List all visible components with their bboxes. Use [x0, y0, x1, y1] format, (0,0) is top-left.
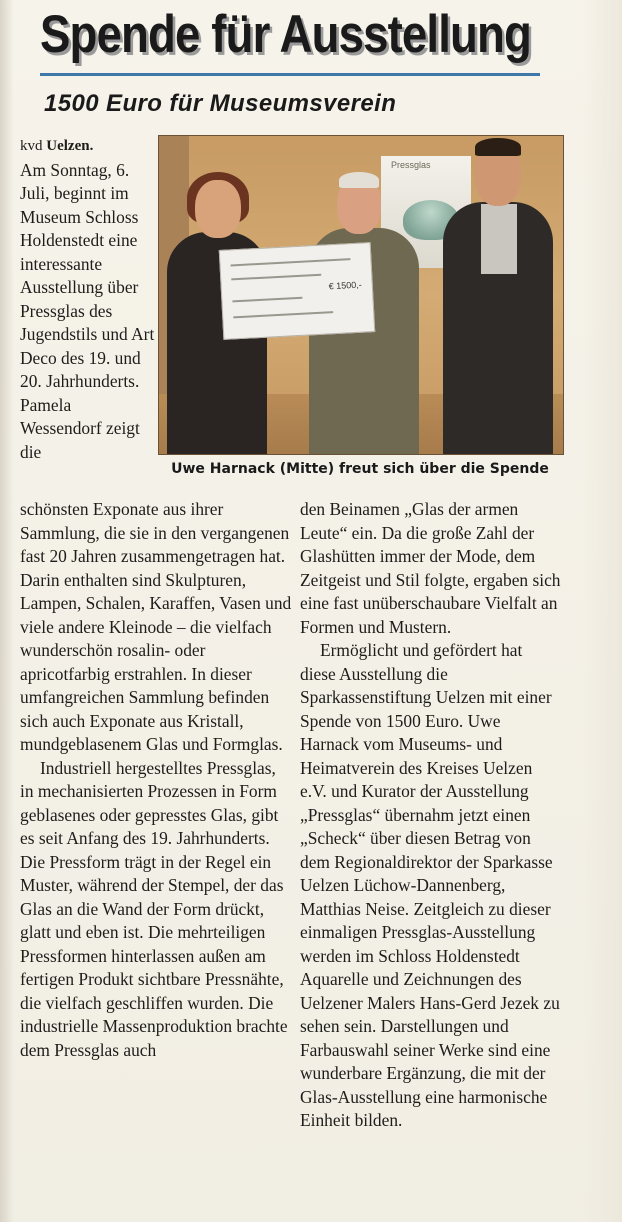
- cheque-line: [233, 311, 333, 318]
- cheque-line: [231, 274, 321, 281]
- left-column-paragraph-1: schönsten Exponate aus ihrer Sammlung, die sie in den vergangenen fast 20 Jahren zusammengetragen hat. Darin enthalten sind Skulpturen, Lampen, Schalen, Karaffen, Vasen und viele andere Kleinode – die vielfach wunderschön rosalin- oder apricotfarbig erstrahlen. In dieser umfangreichen Sammlung befinden sich auch Exponate aus Kristall, mundgeblasenem Glas und Formglas.: [20, 499, 292, 754]
- person-right-shirt: [481, 204, 517, 274]
- cheque-amount: € 1500,-: [328, 279, 363, 292]
- left-column: [20, 498, 292, 1062]
- byline: [20, 135, 156, 159]
- photo-cheque: [219, 242, 376, 340]
- right-column-paragraph-2: Ermöglicht und gefördert hat diese Ausstellung die Sparkassenstiftung Uelzen mit einer Spende von 1500 Euro. Uwe Harnack vom Museums- und Heimatverein des Kreises Uelzen e.V. und Kurator der Ausstellung „Pressglas“ übernahm jetzt einen „Scheck“ über diesen Betrag von dem Regionaldirektor der Sparkasse Uelzen Lüchow-Dannenberg, Matthias Neise. Zeitgleich zu dieser einmaligen Pressglas-Ausstellung werden im Schloss Holdenstedt Aquarelle und Zeichnungen des Uelzener Malers Hans-Gerd Jezek zu sehen sein. Darstellungen und Farbauswahl seiner Werke sind eine wunderbare Ergänzung, die mit der Glas-Ausstellung eine harmonische Einheit bilden.: [300, 640, 560, 1130]
- right-column-paragraph-1: den Beinamen „Glas der armen Leute“ ein. Da die große Zahl der Glashütten immer der Mode, dem Zeitgeist und Stil folgte, ergaben sich eine fast unüberschaubare Vielfalt an Formen und Mustern.: [300, 499, 561, 637]
- cheque-line: [232, 297, 302, 303]
- cheque-line: [231, 258, 351, 266]
- photo-caption: Uwe Harnack (Mitte) freut sich über die Spende: [171, 461, 549, 477]
- byline-author: kvd: [20, 138, 43, 154]
- byline-place: Uelzen.: [46, 138, 94, 154]
- narrow-column-text: Am Sonntag, 6. Juli, beginnt im Museum Schloss Holdenstedt eine interessante Ausstellung über Pressglas des Jugendstils und Art Deco des 19. und 20. Jahrhunderts. Pamela Wessendorf zeigt die: [20, 159, 155, 462]
- person-right-hair: [475, 138, 521, 156]
- page-shadow-right: [582, 0, 622, 1222]
- article-photo: [158, 135, 564, 455]
- right-column: [300, 498, 562, 1133]
- person-middle-hair: [339, 172, 379, 188]
- headline-rule: [40, 73, 540, 76]
- poster-text: Pressglas: [391, 160, 431, 170]
- page-shadow-left: [0, 0, 14, 1222]
- left-column-paragraph-2: Industriell hergestelltes Pressglas, in mechanisierten Prozessen in Form geblasenes oder gepresstes Glas, gibt es seit Anfang des 19. Jahrhunderts. Die Pressform trägt in der Regel ein Muster, während der Stempel, der das Glas an die Wand der Form drückt, glatt und eben ist. Die mehrteiligen Pressformen hinterlassen außen am fertigen Produkt sichtbare Pressnähte, die vielfach geschliffen wurden. Die industrielle Massenproduktion brachte dem Pressglas auch: [20, 757, 288, 1060]
- subheadline: 1500 Euro für Museumsverein: [44, 90, 397, 117]
- headline: Spende für Ausstellung: [40, 5, 531, 64]
- person-left-head: [195, 180, 241, 238]
- narrow-column: [20, 135, 156, 464]
